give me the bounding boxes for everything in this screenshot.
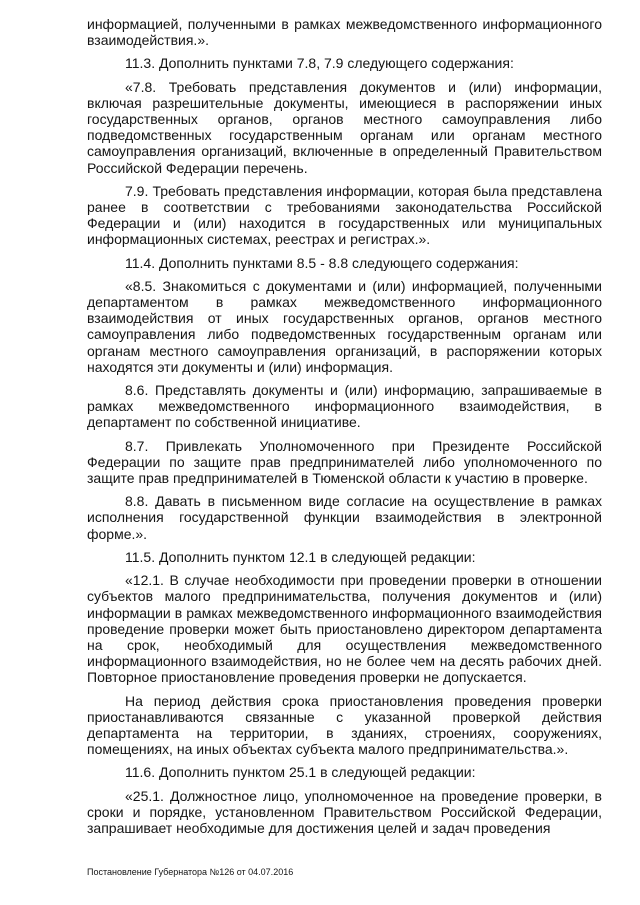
paragraph-25-1: «25.1. Должностное лицо, уполномоченное на проведение проверки, в сроки и порядке, установленном Правительством Российской Федерации, запрашивает необходимые для достижения целей и задач проведения: [87, 787, 602, 836]
paragraph-11-3: 11.3. Дополнить пунктами 7.8, 7.9 следующего содержания:: [125, 55, 514, 72]
paragraph-7-8: «7.8. Требовать представления документов и (или) информации, включая разрешительные документы, имеющиеся в распоряжении иных государственных органов, органов местного самоуправления либо подведомственных государственным органам или органам местного самоуправления организаций, включенные в определенный Правительством Российской Федерации перечень.: [87, 78, 602, 176]
paragraph-11-5: 11.5. Дополнить пунктом 12.1 в следующей редакции:: [125, 548, 476, 565]
paragraph-11-4: 11.4. Дополнить пунктами 8.5 - 8.8 следующего содержания:: [125, 254, 519, 271]
paragraph-7-9: 7.9. Требовать представления информации, которая была представлена ранее в соответствии с требованиями законодательства Российской Федерации и (или) находится в государственных или муниципальных информационных системах, реестрах и регистрах.».: [87, 182, 602, 248]
paragraph-8-7: 8.7. Привлекать Уполномоченного при Президенте Российской Федерации по защите прав предпринимателей либо уполномоченного по защите прав предпринимателей в Тюменской области к участию в проверке.: [87, 437, 602, 487]
document-body: [87, 16, 602, 843]
paragraph-8-6: 8.6. Представлять документы и (или) информацию, запрашиваемые в рамках межведомственного информационного взаимодействия, в департамент по собственной инициативе.: [87, 382, 602, 431]
paragraph-12-1: «12.1. В случае необходимости при проведении проверки в отношении субъектов малого предпринимательства, получения документов и (или) информации в рамках межведомственного информационного взаимодействия проведение проверки может быть приостановлено директором департамента на срок, необходимый для осуществления межведомственного информационного взаимодействия, но не более чем на десять рабочих дней. Повторное приостановление проведения проверки не допускается.: [87, 572, 602, 686]
paragraph-suspension-period: На период действия срока приостановления проведения проверки приостанавливаются связанные с указанной проверкой действия департамента на территории, в зданиях, строениях, сооружениях, помещениях, на иных объектах субъекта малого предпринимательства.».: [87, 692, 602, 758]
page-footer: Постановление Губернатора №126 от 04.07.2016: [87, 867, 294, 877]
paragraph-11-6: 11.6. Дополнить пунктом 25.1 в следующей редакции:: [125, 764, 476, 781]
paragraph-8-5: «8.5. Знакомиться с документами и (или) информацией, полученными департаментом в рамках межведомственного информационного взаимодействия от иных государственных органов, органов местного самоуправления либо подведомственных государственным органам или органам местного самоуправления организаций, в распоряжении которых находятся эти документы и (или) информация.: [87, 277, 602, 375]
paragraph-continuation: информацией, полученными в рамках межведомственного информационного взаимодействия.».: [87, 16, 602, 49]
paragraph-8-8: 8.8. Давать в письменном виде согласие на осуществление в рамках исполнения государственной функции взаимодействия в электронной форме.».: [87, 493, 602, 542]
